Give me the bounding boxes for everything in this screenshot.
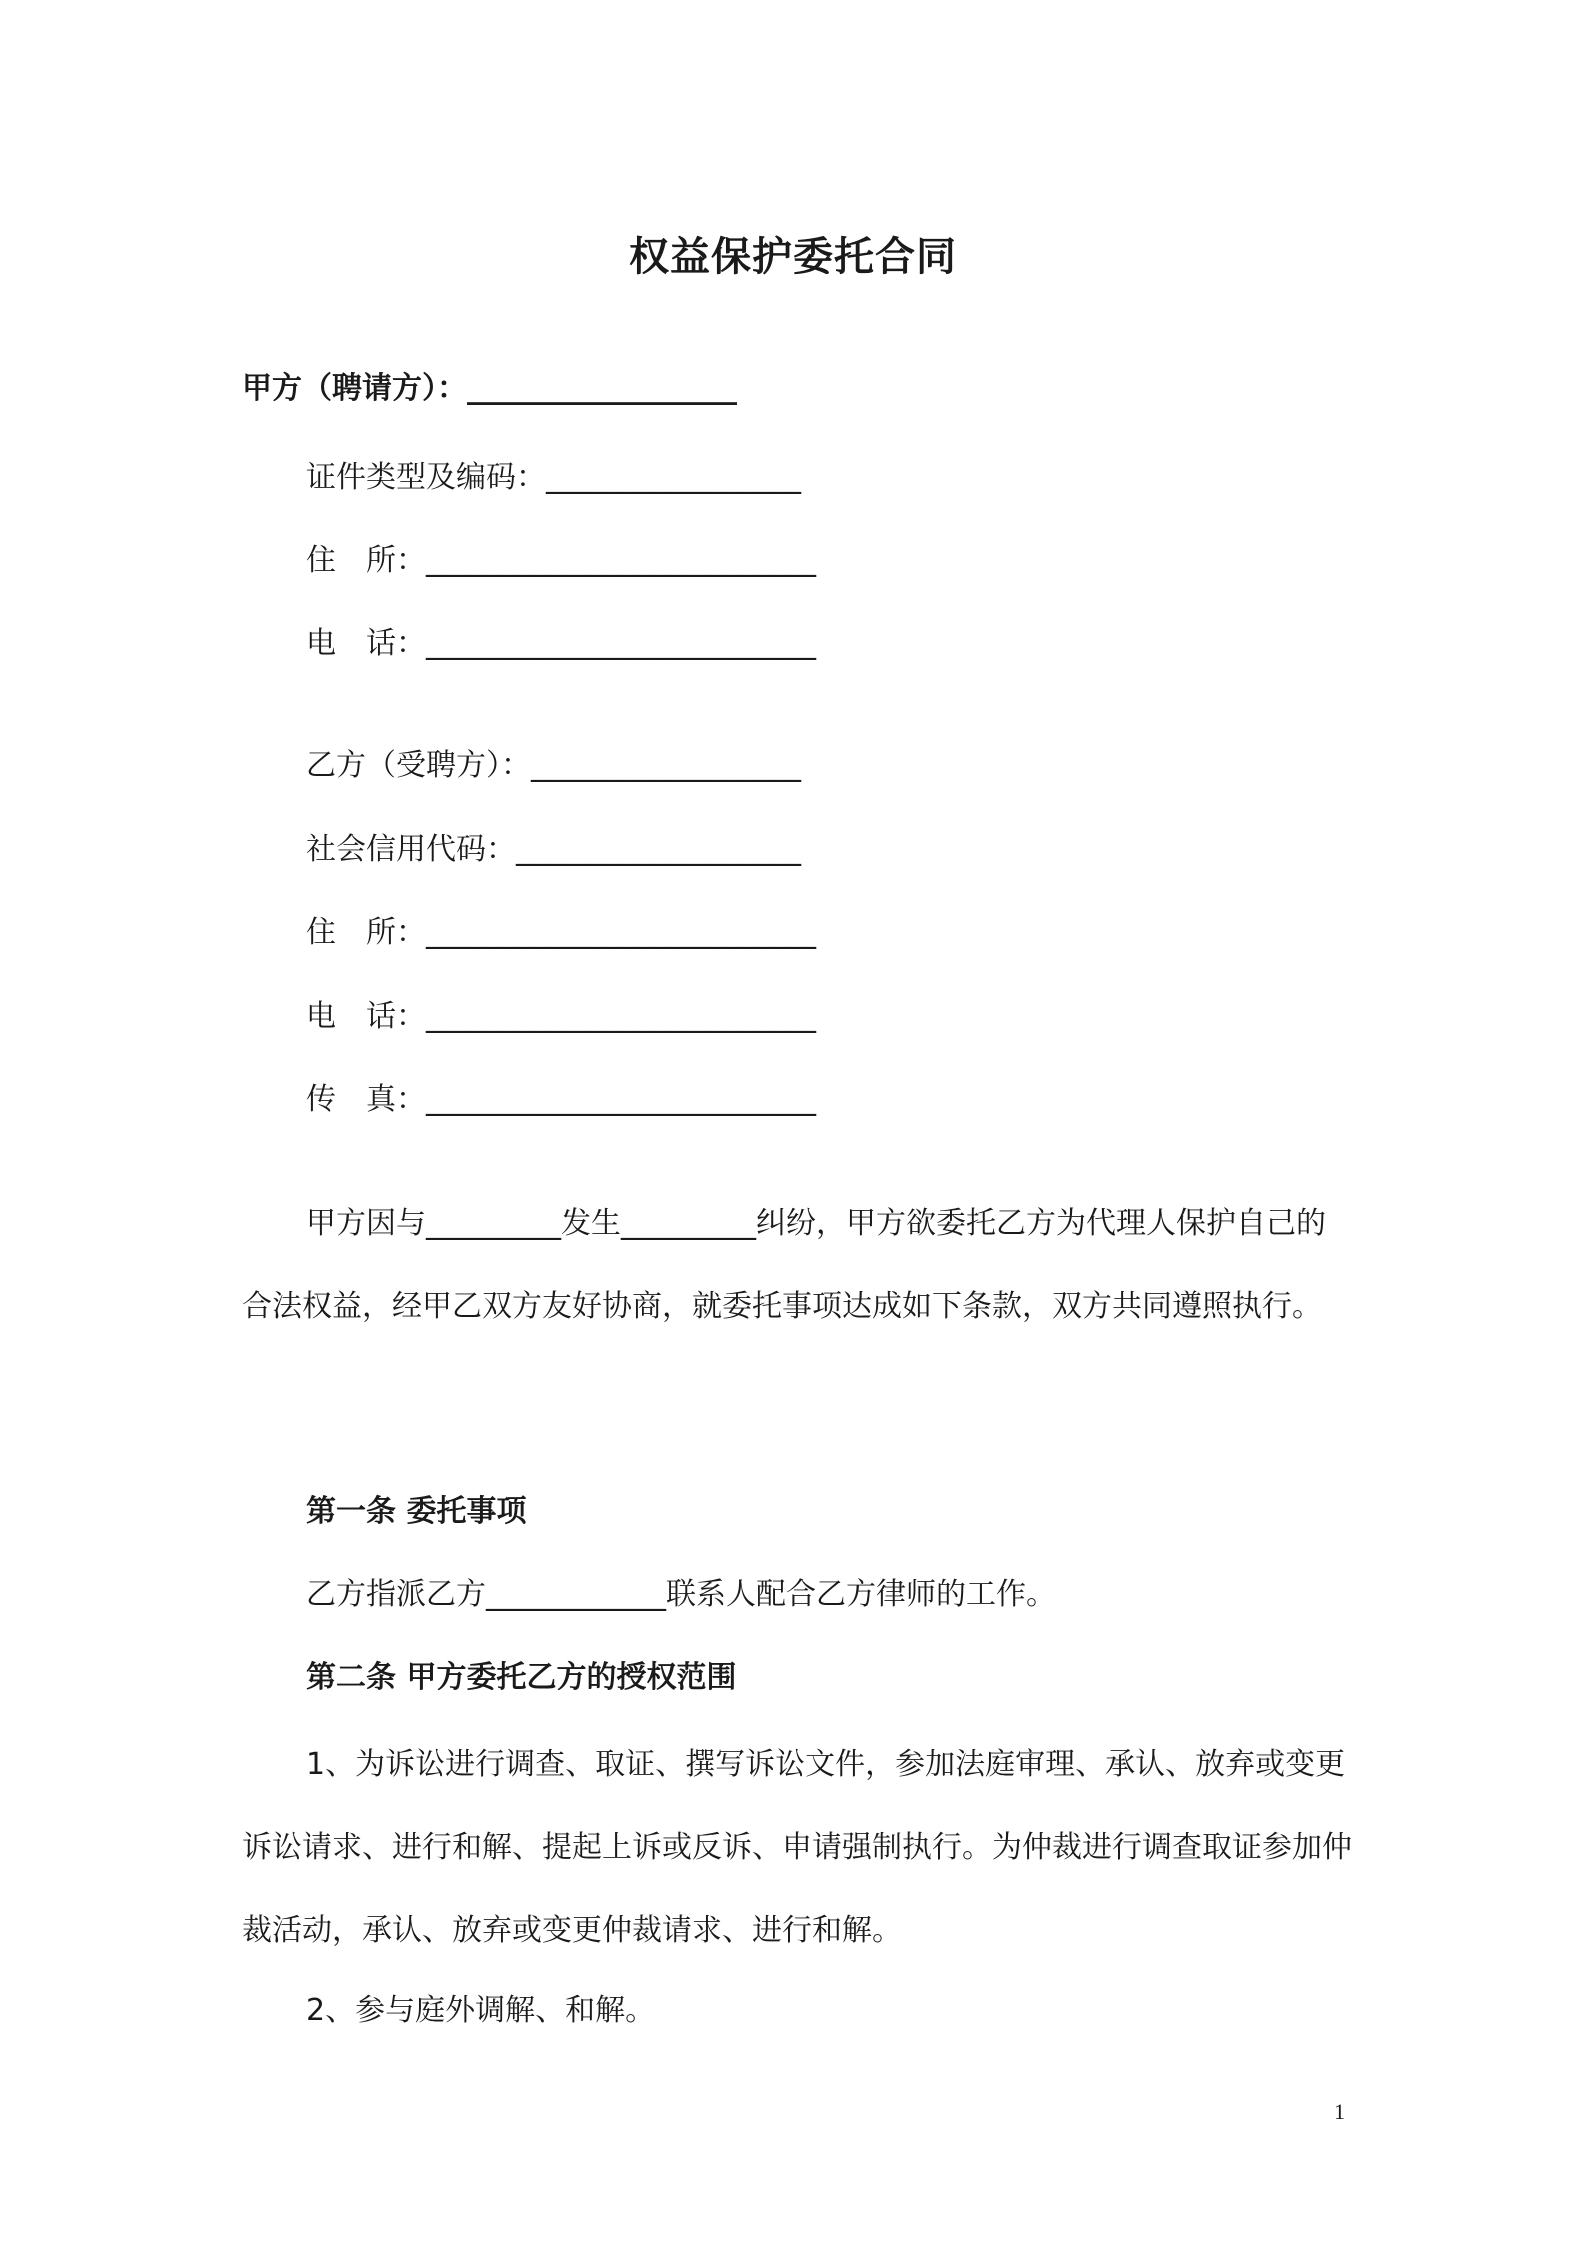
page-number: 1 xyxy=(1334,2099,1345,2124)
document-title: 权益保护委托合同 xyxy=(629,234,957,280)
party-a-id-line: 证件类型及编码：_________________ xyxy=(306,460,801,495)
party-b-heading: 乙方（受聘方）：__________________ xyxy=(306,748,801,783)
article-1-text: 乙方指派乙方____________联系人配合乙方律师的工作。 xyxy=(306,1577,1056,1612)
article-2-heading: 第二条 甲方委托乙方的授权范围 xyxy=(306,1660,737,1695)
party-b-address-line: 住 所：__________________________ xyxy=(306,915,816,950)
party-a-phone-line: 电 话：__________________________ xyxy=(306,626,816,661)
party-a-address-line: 住 所：__________________________ xyxy=(306,543,816,578)
party-b-phone-line: 电 话：__________________________ xyxy=(306,999,816,1034)
article-2-item-2: 2、参与庭外调解、和解。 xyxy=(306,1993,656,2028)
intro-paragraph: 甲方因与_________发生_________纠纷，甲方欲委托乙方为代理人保护自己的合法权益，经甲乙双方友好协商，就委托事项达成如下条款，双方共同遵照执行。 xyxy=(242,1206,1326,1324)
party-a-heading: 甲方（聘请方）：__________________ xyxy=(242,371,737,406)
party-b-credit-code-line: 社会信用代码：___________________ xyxy=(306,832,801,867)
party-b-fax-line: 传 真：__________________________ xyxy=(306,1082,816,1117)
article-1-heading: 第一条 委托事项 xyxy=(306,1494,527,1529)
article-2-item-1: 1、为诉讼进行调查、取证、撰写诉讼文件，参加法庭审理、承认、放弃或变更诉讼请求、进行和解、提起上诉或反诉、申请强制执行。为仲裁进行调查取证参加仲裁活动，承认、放弃或变更仲裁请求、进行和解。 xyxy=(242,1747,1352,1948)
